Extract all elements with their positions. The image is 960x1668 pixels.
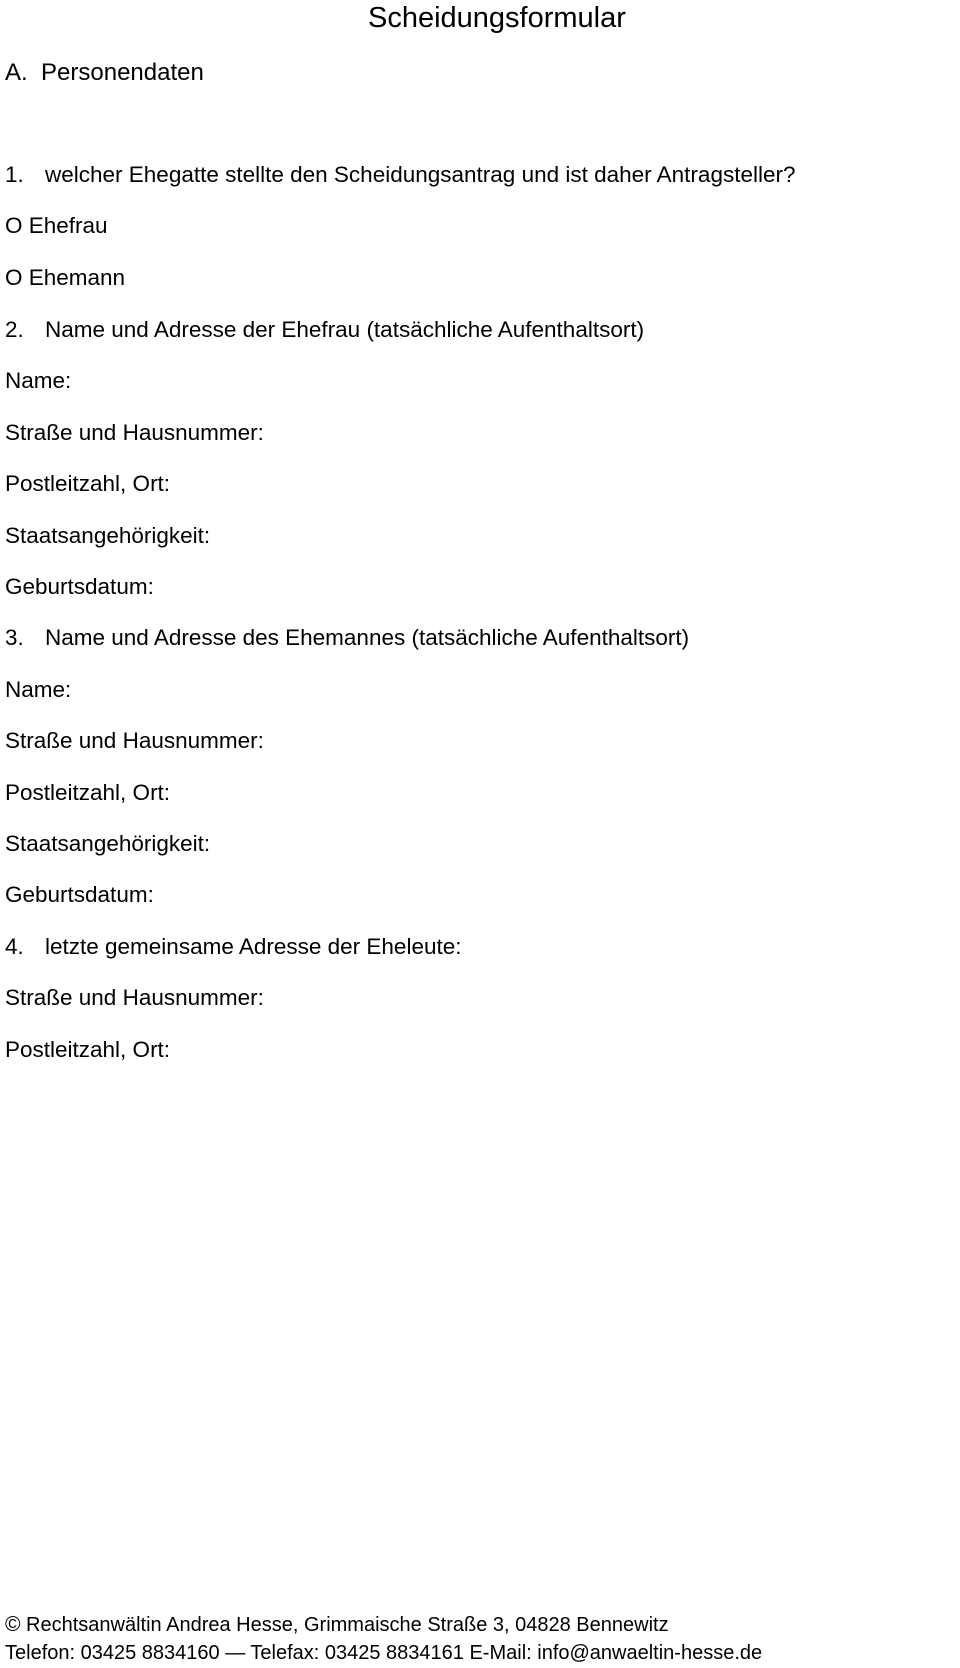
question-4 [5,933,462,961]
field-postal-ehemann: Postleitzahl, Ort: [5,780,171,805]
section-letter: A. [5,59,28,86]
question-number: 1. [5,162,24,187]
field-name-ehefrau: Name: [5,368,72,393]
option-ehefrau[interactable]: O Ehefrau [5,213,108,238]
field-nationality-ehefrau: Staatsangehörigkeit: [5,523,211,548]
field-street-common: Straße und Hausnummer: [5,985,264,1010]
section-heading [5,58,204,88]
question-1 [5,161,796,189]
option-ehemann[interactable]: O Ehemann [5,265,126,290]
field-postal-common: Postleitzahl, Ort: [5,1037,171,1062]
question-number: 3. [5,625,24,650]
field-street-ehemann: Straße und Hausnummer: [5,728,264,753]
question-number: 4. [5,934,24,959]
field-nationality-ehemann: Staatsangehörigkeit: [5,831,211,856]
field-street-ehefrau: Straße und Hausnummer: [5,420,264,445]
field-name-ehemann: Name: [5,677,72,702]
footer-line-1 [5,1612,669,1638]
question-number: 2. [5,317,24,342]
footer-address: Rechtsanwältin Andrea Hesse, Grimmaische Straße 3, 04828 Bennewitz [26,1614,669,1636]
document-title: Scheidungsformular [368,2,626,34]
section-label: Personendaten [41,59,204,86]
question-text: welcher Ehegatte stellte den Scheidungsantrag und ist daher Antragsteller? [45,162,796,187]
footer-line-2: Telefon: 03425 8834160 — Telefax: 03425 8834161 E-Mail: info@anwaeltin-hesse.de [5,1642,763,1664]
field-postal-ehefrau: Postleitzahl, Ort: [5,471,171,496]
question-2 [5,316,644,344]
question-text: Name und Adresse der Ehefrau (tatsächliche Aufenthaltsort) [45,317,645,342]
question-3 [5,624,689,652]
copyright-symbol: © [5,1613,21,1636]
question-text: Name und Adresse des Ehemannes (tatsächliche Aufenthaltsort) [45,625,690,650]
field-birthdate-ehefrau: Geburtsdatum: [5,574,154,599]
question-text: letzte gemeinsame Adresse der Eheleute: [45,934,462,959]
field-birthdate-ehemann: Geburtsdatum: [5,882,154,907]
